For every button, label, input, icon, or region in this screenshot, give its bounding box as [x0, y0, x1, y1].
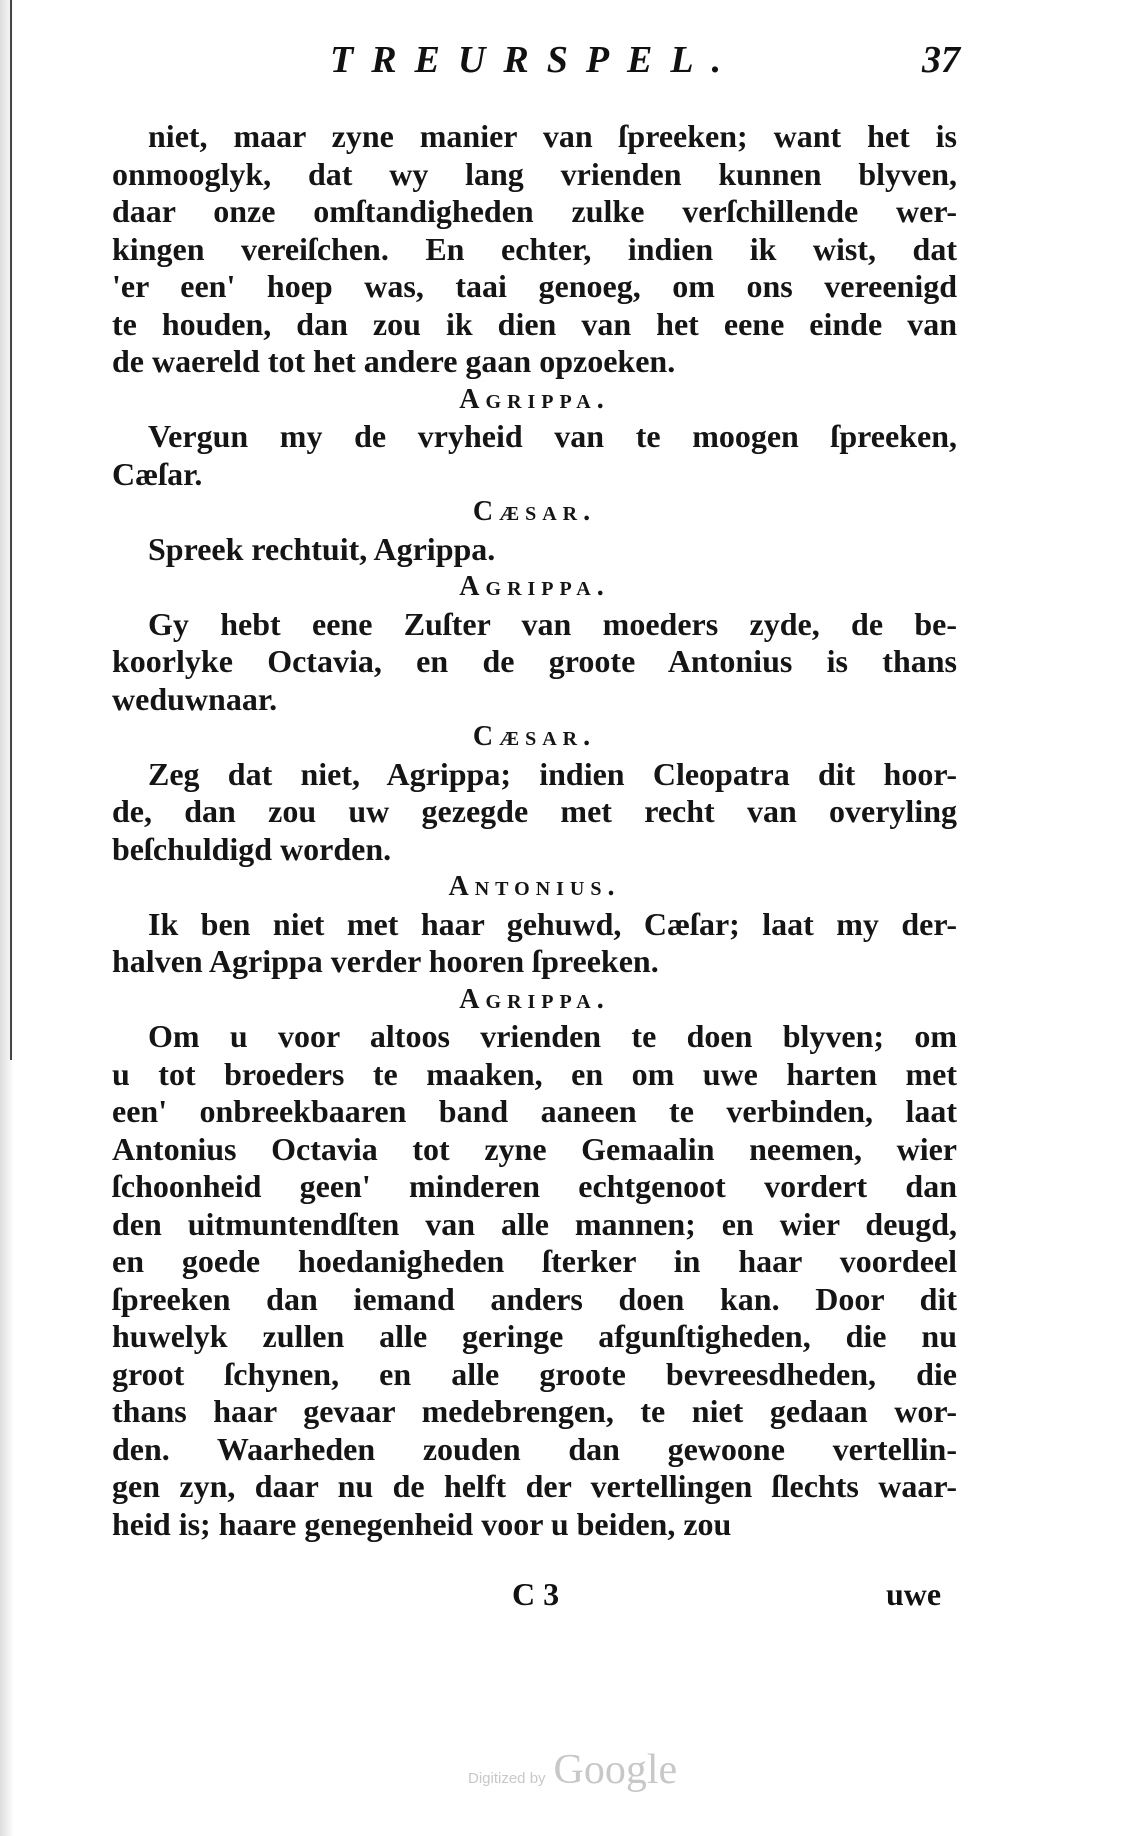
google-logo: Google	[553, 1747, 678, 1793]
dialogue-paragraph	[112, 118, 957, 381]
text-line: ſpreeken dan iemand anders doen kan. Door dit	[112, 1280, 957, 1317]
text-line: heid is; haare genegenheid voor u beiden, zou	[112, 1505, 732, 1542]
text-line: ſchoonheid geen' minderen echtgenoot vordert dan	[112, 1168, 957, 1204]
text-line: huwelyk zullen alle geringe afgunſtigheden, die nu	[112, 1318, 957, 1354]
speaker-name: Agrippa.	[459, 383, 610, 415]
text-line: 'er een' hoep was, taai genoeg, om ons vereenigd	[112, 268, 957, 304]
speaker-name: Cæsar.	[472, 721, 597, 752]
body-text	[112, 118, 957, 1543]
digitized-by-label: Digitized by	[468, 1770, 546, 1787]
text-line: Antonius Octavia tot zyne Gemaalin neemen, wier	[112, 1130, 957, 1167]
text-line: koorlyke Octavia, en de groote Antonius is thans	[112, 643, 957, 679]
catchword: uwe	[886, 1576, 942, 1612]
text-line: niet, maar zyne manier van ſpreeken; want het is	[148, 118, 957, 154]
speaker-name: Agrippa.	[459, 983, 610, 1015]
text-line: u tot broeders te maaken, en om uwe harten met	[112, 1055, 957, 1092]
dialogue-paragraph	[112, 906, 957, 981]
text-line: de, dan zou uw gezegde met recht van overyling	[112, 793, 957, 829]
dialogue-paragraph	[112, 418, 957, 493]
page-number: 37	[922, 39, 960, 81]
dialogue-paragraph	[112, 606, 957, 719]
speaker-name: Cæsar.	[472, 496, 597, 527]
text-line: gen zyn, daar nu de helft der vertellingen ſlechts waar-	[112, 1468, 957, 1504]
text-line: beſchuldigd worden.	[112, 830, 392, 867]
text-line: Zeg dat niet, Agrippa; indien Cleopatra dit hoor-	[148, 755, 957, 792]
text-line: Spreek rechtuit, Agrippa.	[148, 530, 496, 567]
dialogue-paragraph	[112, 756, 957, 869]
text-line: kingen vereiſchen. En echter, indien ik wist, dat	[112, 230, 957, 267]
text-line: den. Waarheden zouden dan gewoone vertellin-	[112, 1430, 957, 1467]
digitized-watermark	[468, 1746, 708, 1794]
text-line: Ik ben niet met haar gehuwd, Cæſar; laat my der-	[148, 905, 957, 942]
text-line: de waereld tot het andere gaan opzoeken.	[112, 343, 676, 379]
text-line: onmooglyk, dat wy lang vrienden kunnen blyven,	[112, 155, 957, 192]
text-line: Cæſar.	[112, 455, 203, 492]
gutter-rule	[10, 0, 12, 1060]
text-line: groot ſchynen, en alle groote bevreesdheden, die	[112, 1355, 957, 1392]
text-line: Om u voor altoos vrienden te doen blyven; om	[148, 1018, 957, 1054]
dialogue-paragraph	[112, 531, 957, 569]
text-line: Vergun my de vryheid van te moogen ſpreeken,	[148, 418, 957, 454]
text-line: weduwnaar.	[112, 680, 278, 717]
signature-mark: C 3	[512, 1576, 560, 1612]
page-foot	[0, 1576, 1123, 1616]
text-line: den uitmuntendſten van alle mannen; en wier deugd,	[112, 1205, 957, 1242]
text-line: thans haar gevaar medebrengen, te niet gedaan wor-	[112, 1393, 957, 1429]
text-line: Gy hebt eene Zuſter van moeders zyde, de be-	[148, 605, 957, 642]
speaker-name: Agrippa.	[459, 571, 610, 602]
text-line: halven Agrippa verder hooren ſpreeken.	[112, 943, 659, 979]
text-line: een' onbreekbaaren band aaneen te verbinden, laat	[112, 1093, 957, 1129]
text-line: daar onze omſtandigheden zulke verſchillende wer-	[112, 193, 957, 229]
running-title: TREURSPEL.	[330, 39, 740, 81]
dialogue-paragraph	[112, 1018, 957, 1543]
text-line: te houden, dan zou ik dien van het eene einde van	[112, 305, 957, 342]
speaker-name: Antonius.	[448, 871, 621, 902]
text-line: en goede hoedanigheden ſterker in haar voordeel	[112, 1243, 957, 1279]
